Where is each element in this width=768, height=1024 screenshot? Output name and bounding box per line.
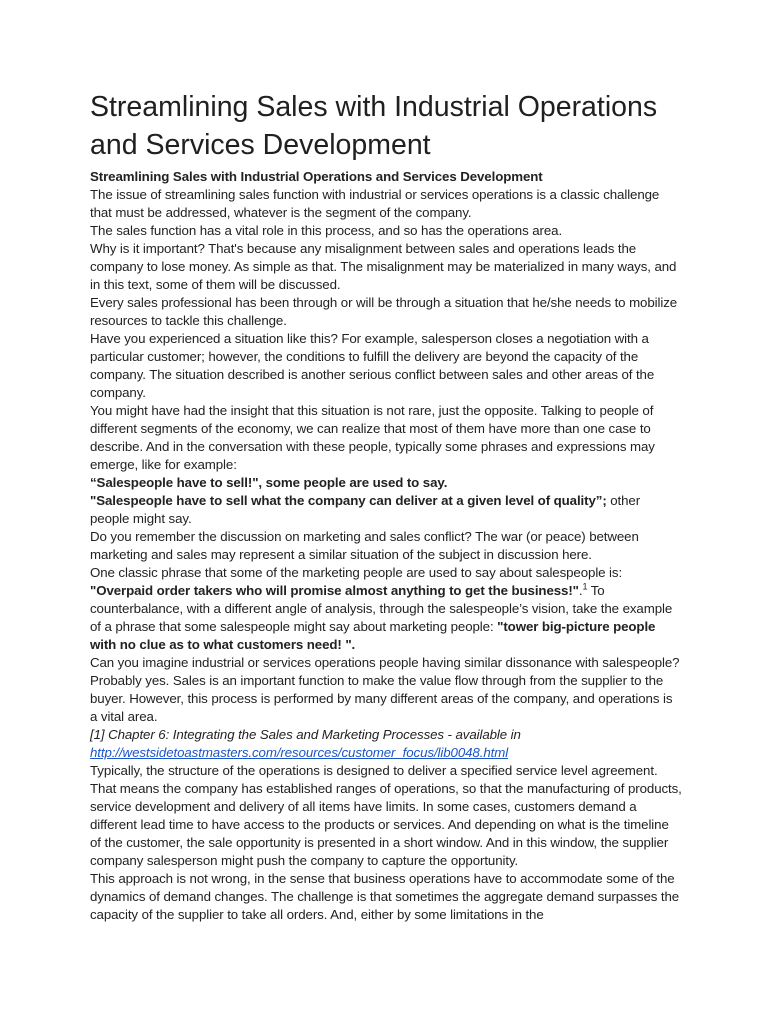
document-title: Streamlining Sales with Industrial Operations and Services Development: [90, 91, 658, 161]
footnote: [90, 726, 682, 762]
paragraph-8-intro: One classic phrase that some of the marketing people are used to say about salespeople is:: [90, 565, 623, 580]
paragraph-8-period: .: [578, 583, 583, 598]
paragraph-10: Typically, the structure of the operations is designed to deliver a specified service level agreement. That means the company has established ranges of operations, so that the manufacturing of products, service development and delivery of all items have limits. In some cases, customers demand a different lead time to have access to the products or services. And depending on what is the timeline of the customer, the sale opportunity is presented in a short window. And in this window, the supplier company salesperson might push the company to capture the opportunity.: [90, 763, 682, 868]
paragraph-8-rest: To counterbalance, with a different angle of analysis, through the salespeople’s vision, take the example of a phrase that some salespeople might say about marketing people:: [90, 583, 673, 634]
paragraph-2: The sales function has a vital role in this process, and so has the operations area.: [90, 223, 563, 238]
quote-2-bold: "Salespeople have to sell what the company can deliver at a given level of quality”;: [90, 493, 607, 508]
paragraph-5: Have you experienced a situation like this? For example, salesperson closes a negotiation with a particular customer; however, the conditions to fulfill the delivery are beyond the capacity of the company. The situation described is another serious conflict between sales and other areas of the company.: [90, 331, 655, 400]
quote-2-rest: other people might say.: [90, 493, 641, 526]
document-body: [90, 168, 682, 924]
paragraph-7: Do you remember the discussion on marketing and sales conflict? The war (or peace) between marketing and sales may represent a similar situation of the subject in discussion here.: [90, 529, 639, 562]
paragraph-3: Why is it important? That's because any misalignment between sales and operations leads the company to lose money. As simple as that. The misalignment may be materialized in many ways, and in this text, some of them will be discussed.: [90, 241, 677, 292]
paragraph-8-quote-2: "tower big-picture people with no clue as to what customers need! ".: [90, 619, 656, 652]
paragraph-11: This approach is not wrong, in the sense that business operations have to accommodate some of the dynamics of demand changes. The challenge is that sometimes the aggregate demand surpasses the capacity of the supplier to take all orders. And, either by some limitations in the: [90, 871, 680, 922]
paragraph-6: You might have had the insight that this situation is not rare, just the opposite. Talking to people of different segments of the economy, we can realize that most of them have more than one case to describe. And in the conversation with these people, typically some phrases and expressions may emerge, like for example:: [90, 403, 655, 472]
footnote-reference[interactable]: 1: [582, 581, 588, 592]
paragraph-1: The issue of streamlining sales function with industrial or services operations is a classic challenge that must be addressed, whatever is the segment of the company.: [90, 187, 660, 220]
footnote-link[interactable]: http://westsidetoastmasters.com/resources/customer_focus/lib0048.html: [90, 745, 509, 760]
paragraph-8-quote: "Overpaid order takers who will promise almost anything to get the business!": [90, 583, 579, 598]
document-page: [90, 88, 682, 924]
quote-2: [90, 492, 682, 528]
footnote-text: [1] Chapter 6: Integrating the Sales and Marketing Processes - available in: [90, 727, 521, 742]
section-subheading: Streamlining Sales with Industrial Operations and Services Development: [90, 169, 543, 184]
paragraph-9: Can you imagine industrial or services operations people having similar dissonance with salespeople? Probably yes. Sales is an important function to make the value flow through from the supplier to the buyer. However, this process is performed by many different areas of the company, and operations is a vital area.: [90, 655, 680, 724]
paragraph-4: Every sales professional has been through or will be through a situation that he/she needs to mobilize resources to tackle this challenge.: [90, 295, 678, 328]
paragraph-8: [90, 564, 682, 654]
quote-1: “Salespeople have to sell!", some people are used to say.: [90, 475, 448, 490]
